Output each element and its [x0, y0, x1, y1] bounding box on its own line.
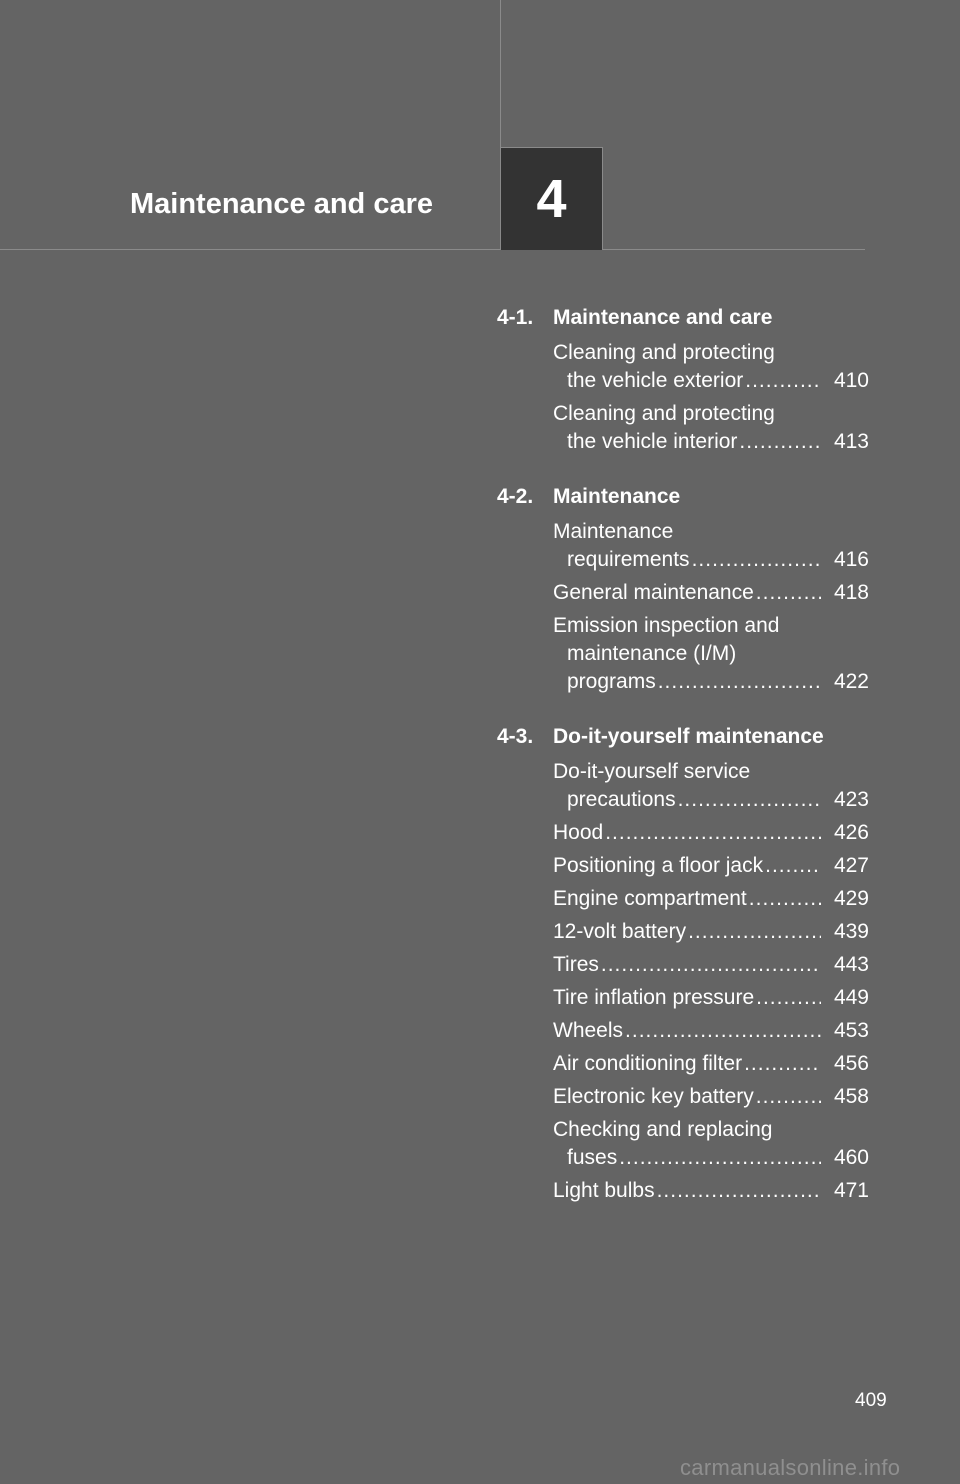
toc-entry[interactable] [553, 339, 869, 395]
entry-page-number: 439 [833, 920, 869, 943]
entry-page-number: 453 [833, 1019, 869, 1042]
entry-page-number: 458 [833, 1085, 869, 1108]
entry-text-line: Wheels [553, 1019, 624, 1042]
dot-leader [657, 1177, 821, 1205]
chapter-number-tab: 4 [500, 147, 603, 250]
entry-text-line: Tires [553, 953, 599, 976]
entry-text-line: Electronic key battery [553, 1085, 754, 1108]
entry-text-line: Checking and replacing [553, 1118, 773, 1141]
section-number: 4-2. [497, 485, 534, 508]
page-number: 409 [855, 1390, 887, 1411]
entry-text-line: Tire inflation pressure [553, 986, 755, 1009]
section-title: Maintenance [553, 485, 681, 508]
table-of-contents [497, 303, 869, 1231]
entry-text-line: Maintenance [553, 520, 674, 543]
entry-page-number: 429 [833, 887, 869, 910]
entry-page-number: 427 [833, 854, 869, 877]
entry-page-number: 416 [833, 548, 869, 571]
toc-entry[interactable] [553, 819, 869, 847]
entry-page-number: 426 [833, 821, 869, 844]
dot-leader [658, 668, 821, 696]
dot-leader [692, 546, 821, 574]
entry-text-line: Emission inspection and [553, 614, 780, 637]
toc-entry[interactable] [553, 984, 869, 1012]
dot-leader [688, 918, 821, 946]
toc-entry[interactable] [553, 758, 869, 814]
entry-text-line: requirements [567, 548, 690, 571]
watermark: carmanualsonline.info [680, 1455, 901, 1480]
entry-text-line: Light bulbs [553, 1179, 655, 1202]
entry-page-number: 456 [833, 1052, 869, 1075]
entry-text-line: fuses [567, 1146, 618, 1169]
section-heading[interactable] [497, 482, 869, 512]
entry-page-number: 413 [833, 430, 869, 453]
entry-text-line: Engine compartment [553, 887, 747, 910]
toc-entry[interactable] [553, 885, 869, 913]
dot-leader [744, 1050, 821, 1078]
toc-entry[interactable] [553, 1050, 869, 1078]
header-horizontal-rule [0, 249, 865, 250]
entry-text-line: Do-it-yourself service [553, 760, 751, 783]
entry-page-number: 471 [833, 1179, 869, 1202]
entry-page-number: 418 [833, 581, 869, 604]
toc-entry[interactable] [553, 1116, 869, 1172]
chapter-title: Maintenance and care [130, 188, 433, 220]
entry-text-line: precautions [567, 788, 676, 811]
dot-leader [756, 984, 821, 1012]
dot-leader [625, 1017, 821, 1045]
dot-leader [605, 819, 821, 847]
entry-text-line: 12-volt battery [553, 920, 687, 943]
section-heading[interactable] [497, 722, 869, 752]
entry-text-line: Positioning a floor jack [553, 854, 764, 877]
toc-section [497, 722, 869, 1205]
toc-entry[interactable] [553, 1017, 869, 1045]
toc-entry[interactable] [553, 400, 869, 456]
entry-text-line: Air conditioning filter [553, 1052, 743, 1075]
entry-text-line: the vehicle exterior [567, 369, 744, 392]
entry-page-number: 449 [833, 986, 869, 1009]
toc-entry[interactable] [553, 612, 869, 696]
section-number: 4-3. [497, 725, 534, 748]
entry-text-line: programs [567, 670, 656, 693]
dot-leader [601, 951, 821, 979]
toc-entry[interactable] [553, 579, 869, 607]
section-heading[interactable] [497, 303, 869, 333]
entry-text-line: Cleaning and protecting [553, 341, 775, 364]
entry-text-line: the vehicle interior [567, 430, 738, 453]
entry-page-number: 422 [833, 670, 869, 693]
entry-text-line: Cleaning and protecting [553, 402, 775, 425]
dot-leader [756, 579, 821, 607]
toc-entry[interactable] [553, 1177, 869, 1205]
entry-text-line: General maintenance [553, 581, 754, 604]
section-title: Maintenance and care [553, 306, 773, 329]
dot-leader [678, 786, 821, 814]
dot-leader [745, 367, 821, 395]
entry-text-line: maintenance (I/M) [567, 642, 737, 665]
entry-page-number: 410 [833, 369, 869, 392]
entry-page-number: 443 [833, 953, 869, 976]
entry-page-number: 423 [833, 788, 869, 811]
section-number: 4-1. [497, 306, 534, 329]
toc-entry[interactable] [553, 1083, 869, 1111]
dot-leader [765, 852, 821, 880]
section-title: Do-it-yourself maintenance [553, 725, 824, 748]
dot-leader [619, 1144, 821, 1172]
toc-section [497, 303, 869, 456]
dot-leader [749, 885, 821, 913]
toc-section [497, 482, 869, 696]
toc-entry[interactable] [553, 852, 869, 880]
toc-entry[interactable] [553, 951, 869, 979]
dot-leader [756, 1083, 821, 1111]
toc-entry[interactable] [553, 518, 869, 574]
toc-entry[interactable] [553, 918, 869, 946]
dot-leader [739, 428, 821, 456]
entry-page-number: 460 [833, 1146, 869, 1169]
entry-text-line: Hood [553, 821, 604, 844]
